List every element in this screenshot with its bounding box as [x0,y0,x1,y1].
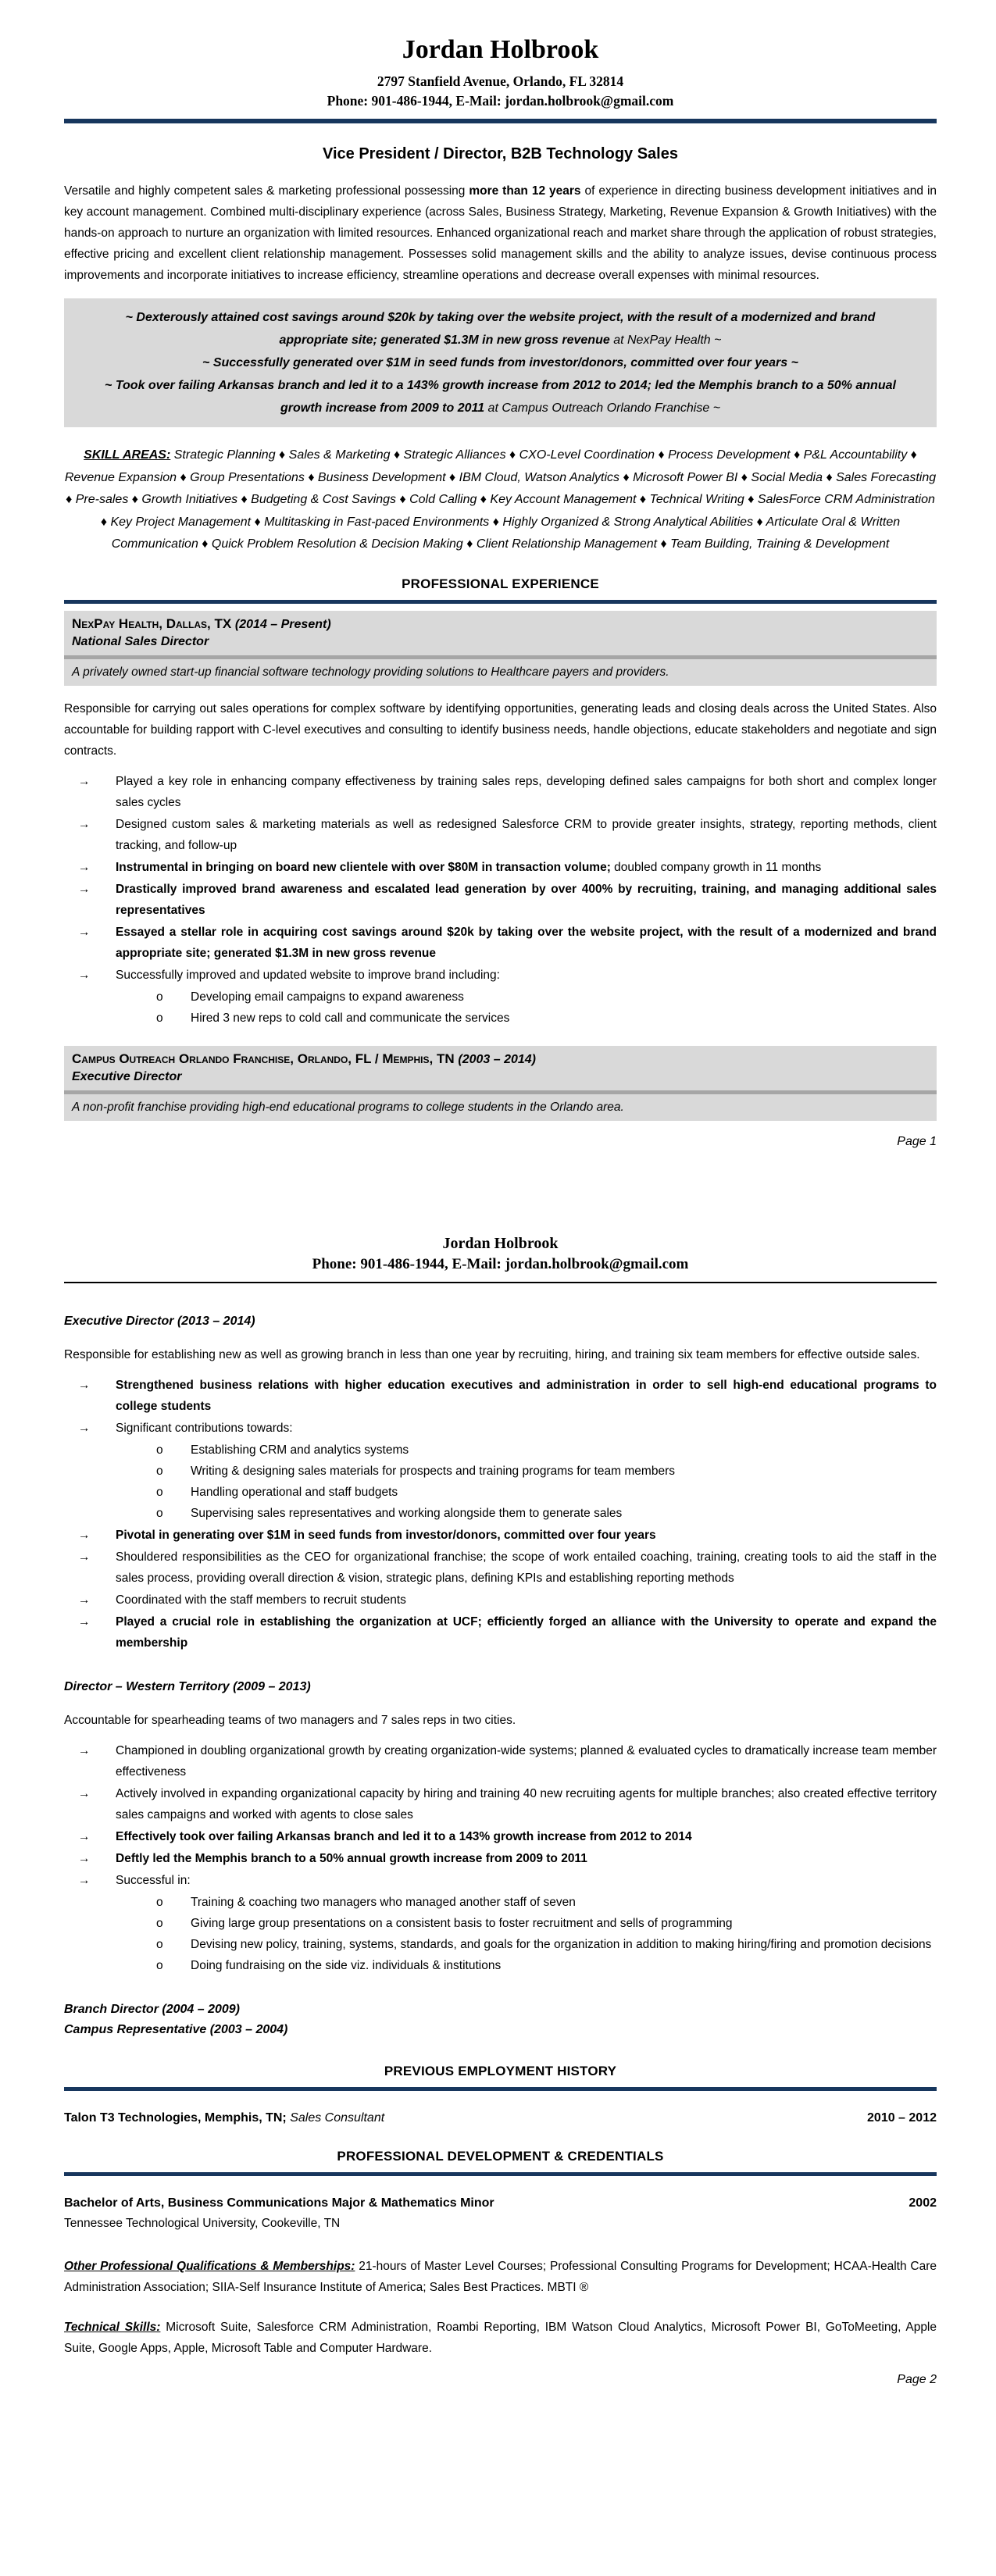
sub-bullet-text: Giving large group presentations on a consistent basis to foster recruitment and sells of programming [191,1916,733,1930]
arrow-bullet-icon: → [78,817,91,831]
arrow-bullet-icon: → [78,860,91,874]
bullet-item [64,879,937,921]
summary-paragraph [64,180,937,286]
contact-line: Phone: 901-486-1944, E-Mail: jordan.holbrook@gmail.com [312,1255,689,1272]
bullet-item [64,922,937,964]
bullet-item [64,1547,937,1589]
section-rule [64,2172,937,2176]
header-rule [64,119,937,123]
company-name: NexPay Health, Dallas, TX [72,615,235,631]
summary-text-post: of experience in directing business development initiatives and in key account management. Combined multi-disciplinary experience (across Sales, Business Strategy, Marketing, Revenue Expansion & Growth Initiatives) with the hands-on approach to nurture an organization with limited resources. Enhanced organizational reach and market share through the application of robust strategies, effective pricing and excellent client relationship management. Possesses solid management skills and the ability to analyze issues, devise continuous process improvements and incorporate initiatives to increase efficiency, streamline operations and decrease overall expenses with minimal resources. [64,184,937,282]
company-header-nexpay [64,611,937,686]
address-line: 2797 Stanfield Avenue, Orlando, FL 32814 [377,73,624,89]
qualifications-paragraph [64,2256,937,2298]
sub-bullet-item [64,1440,937,1461]
section-rule [64,2087,937,2091]
employment-role: Sales Consultant [286,2110,385,2125]
role-title: National Sales Director [72,634,209,648]
school-name: Tennessee Technological University, Cookeville, TN [64,2216,341,2230]
bullet-item [64,1589,937,1611]
circle-bullet-icon: o [156,1895,163,1909]
summary-text-bold: more than 12 years [469,184,581,198]
bullet-item [64,1418,937,1439]
sub-bullet-item [64,1503,937,1524]
technical-skills-label: Technical Skills: [64,2320,161,2334]
candidate-name: Jordan Holbrook [402,35,599,64]
bullet-text: Played a key role in enhancing company effectiveness by training sales reps, developing defined sales campaigns for both short and complex longer sales cycles [116,774,937,809]
technical-skills-text: Microsoft Suite, Salesforce CRM Administration, Roambi Reporting, IBM Watson Cloud Analytics, Microsoft Power BI, GoToMeeting, Apple Suite, Google Apps, Apple, Microsoft Table and Computer Hardware. [64,2320,937,2355]
qualifications-label: Other Professional Qualifications & Memberships: [64,2259,355,2273]
sub-bullet-text: Supervising sales representatives and working alongside them to generate sales [191,1506,623,1520]
section-heading-professional-experience: PROFESSIONAL EXPERIENCE [402,576,599,591]
bullet-item [64,1740,937,1782]
section-heading-previous-employment: PREVIOUS EMPLOYMENT HISTORY [384,2063,617,2078]
highlight-line: ~ Dexterously attained cost savings around $20k by taking over the website project, with the result of a modernized and brand appropriate site; generated $1.3M in new gross revenue at NexPay Health ~ [125,311,876,347]
sub-bullet-text: Devising new policy, training, systems, standards, and goals for the organization in addition to making hiring/firing and promotion decisions [191,1937,932,1951]
sub-bullet-item [64,1482,937,1503]
resume-title: Vice President / Director, B2B Technology Sales [323,145,678,162]
bullet-text: Designed custom sales & marketing materials as well as redesigned Salesforce CRM to provide greater insights, strategy, reporting methods, client tracking, and follow-up [116,817,937,852]
bottom-margin [64,2387,937,2421]
degree-row [64,2193,937,2214]
resume-page-2 [0,1149,996,2421]
bullet-item [64,814,937,856]
role-intro: Responsible for establishing new as well as growing branch in less than one year by recruiting, hiring, and training six team members for effective outside sales. [64,1347,920,1361]
degree-title: Bachelor of Arts, Business Communications Major & Mathematics Minor [64,2196,494,2210]
sub-bullet-text: Doing fundraising on the side viz. individuals & institutions [191,1958,502,1972]
sub-bullet-text: Hired 3 new reps to cold call and communicate the services [191,1011,510,1025]
summary-text-pre: Versatile and highly competent sales & marketing professional possessing [64,184,469,198]
employment-dates: 2010 – 2012 [867,2110,937,2125]
circle-bullet-icon: o [156,1011,163,1025]
sub-bullet-item [64,1008,937,1029]
company-blurb: A privately owned start-up financial software technology providing solutions to Healthcare payers and providers. [72,665,669,679]
highlight-line: ~ Took over failing Arkansas branch and led it to a 143% growth increase from 2012 to 2014; led the Memphis branch to a 50% annual growth increase from 2009 to 2011 at Campus Outreach Orlando Franchise ~ [105,379,896,415]
circle-bullet-icon: o [156,1485,163,1499]
company-header-campus-outreach [64,1046,937,1121]
sub-bullet-item [64,1955,937,1976]
role-heading-director-western: Director – Western Territory (2009 – 2013) [64,1679,311,1693]
arrow-bullet-icon: → [78,1614,91,1629]
sub-bullet-item [64,1892,937,1913]
skill-areas-label: SKILL AREAS: [84,448,171,462]
sub-bullet-text: Developing email campaigns to expand awareness [191,990,464,1004]
role-title: Executive Director [72,1069,182,1083]
arrow-bullet-icon: → [78,1593,91,1607]
section-heading-professional-development: PROFESSIONAL DEVELOPMENT & CREDENTIALS [337,2148,664,2164]
circle-bullet-icon: o [156,1958,163,1972]
circle-bullet-icon: o [156,1506,163,1520]
highlight-line: ~ Successfully generated over $1M in seed funds from investor/donors, committed over four years ~ [202,356,798,369]
sub-bullet-text: Training & coaching two managers who managed another staff of seven [191,1895,576,1909]
arrow-bullet-icon: → [78,1851,91,1865]
role-intro: Responsible for carrying out sales operations for complex software by identifying opportunities, generating leads and closing deals across the United States. Also accountable for building rapport with C-level executives and consulting to identify business needs, handle objections, educate stakeholders and negotiate and sign contracts. [64,701,937,758]
circle-bullet-icon: o [156,1916,163,1930]
page-number: Page 1 [897,1134,937,1148]
bullet-text: Championed in doubling organizational growth by creating organization-wide systems; planned & evaluated cycles to dramatically increase team member effectiveness [116,1743,937,1779]
sub-bullet-text: Writing & designing sales materials for prospects and training programs for team members [191,1464,675,1478]
company-dates: (2014 – Present) [234,617,331,631]
technical-skills-paragraph [64,2317,937,2359]
resume-page-1 [0,0,996,1149]
circle-bullet-icon: o [156,1464,163,1478]
arrow-bullet-icon: → [78,1378,91,1392]
bullet-text: Significant contributions towards: [116,1421,293,1435]
arrow-bullet-icon: → [78,1829,91,1843]
section-rule [64,600,937,604]
page2-header-rule [64,1282,937,1283]
bullet-item [64,965,937,986]
sub-bullet-item [64,1913,937,1934]
qualifications-text: 21-hours of Master Level Courses; Professional Consulting Programs for Development; HCAA-Health Care Administration Association; SIIA-Self Insurance Institute of America; Sales Best Practices. MBTI ® [64,2259,937,2294]
sub-bullet-item [64,987,937,1008]
skill-areas [64,444,937,556]
arrow-bullet-icon: → [78,882,91,896]
bullet-list [64,1740,937,1976]
page-number: Page 2 [897,2372,937,2386]
arrow-bullet-icon: → [78,925,91,939]
sub-bullet-item [64,1461,937,1482]
contact-line: Phone: 901-486-1944, E-Mail: jordan.holbrook@gmail.com [327,93,674,109]
candidate-name: Jordan Holbrook [442,1234,559,1252]
role-heading-campus-representative: Campus Representative (2003 – 2004) [64,2022,288,2036]
highlights-box [64,298,937,427]
bullet-text: Instrumental in bringing on board new clientele with over $80M in transaction volume; doubled company growth in 11 months [116,860,822,874]
bullet-item [64,1783,937,1825]
circle-bullet-icon: o [156,1443,163,1457]
bullet-item [64,1525,937,1546]
bullet-item [64,1870,937,1891]
bullet-text: Played a crucial role in establishing the organization at UCF; efficiently forged an alliance with the University to operate and expand the membership [116,1614,937,1650]
bullet-item [64,771,937,813]
arrow-bullet-icon: → [78,968,91,982]
arrow-bullet-icon: → [78,1786,91,1800]
bullet-text: Actively involved in expanding organizational capacity by hiring and training 40 new recruiting agents for multiple branches; also created effective territory sales campaigns and worked with agents to close sales [116,1786,937,1821]
bullet-text: Deftly led the Memphis branch to a 50% annual growth increase from 2009 to 2011 [116,1851,587,1865]
bullet-item [64,1375,937,1417]
arrow-bullet-icon: → [78,774,91,788]
bullet-list [64,1375,937,1654]
bullet-text: Coordinated with the staff members to recruit students [116,1593,406,1607]
arrow-bullet-icon: → [78,1421,91,1435]
arrow-bullet-icon: → [78,1550,91,1564]
bullet-text: Drastically improved brand awareness and escalated lead generation by over 400% by recruiting, training, and managing additional sales representatives [116,882,937,917]
company-blurb: A non-profit franchise providing high-end educational programs to college students in the Orlando area. [72,1100,624,1114]
sub-bullet-item [64,1934,937,1955]
circle-bullet-icon: o [156,990,163,1004]
bullet-text: Effectively took over failing Arkansas branch and led it to a 143% growth increase from 2012 to 2014 [116,1829,692,1843]
arrow-bullet-icon: → [78,1743,91,1757]
company-dates: (2003 – 2014) [458,1052,536,1066]
bullet-item [64,1826,937,1847]
role-heading-executive-director: Executive Director (2013 – 2014) [64,1314,255,1328]
employment-entry [64,2108,384,2128]
role-intro: Accountable for spearheading teams of two managers and 7 sales reps in two cities. [64,1713,516,1727]
sub-bullet-text: Handling operational and staff budgets [191,1485,398,1499]
degree-year: 2002 [909,2196,937,2210]
employment-row [64,2108,937,2128]
sub-bullet-text: Establishing CRM and analytics systems [191,1443,409,1457]
circle-bullet-icon: o [156,1937,163,1951]
bullet-text: Pivotal in generating over $1M in seed funds from investor/donors, committed over four years [116,1528,656,1542]
bullet-text: Essayed a stellar role in acquiring cost savings around $20k by taking over the website project, with the result of a modernized and brand appropriate site; generated $1.3M in new gross revenue [116,925,937,960]
bullet-list [64,771,937,1029]
bullet-item [64,1848,937,1869]
company-name: Campus Outreach Orlando Franchise, Orlando, FL / Memphis, TN [72,1051,459,1066]
skill-areas-list: Strategic Planning ♦ Sales & Marketing ♦ Strategic Alliances ♦ CXO-Level Coordination ♦ Process Development ♦ P&L Accountability ♦ Revenue Expansion ♦ Group Presentations ♦ Business Development ♦ IBM Cloud, Watson Analytics ♦ Microsoft Power BI ♦ Social Media ♦ Sales Forecasting ♦ Pre-sales ♦ Growth Initiatives ♦ Budgeting & Cost Savings ♦ Cold Calling ♦ Key Account Management ♦ Technical Writing ♦ SalesForce CRM Administration ♦ Key Project Management ♦ Multitasking in Fast-paced Environments ♦ Highly Organized & Strong Analytical Abilities ♦ Articulate Oral & Written Communication ♦ Quick Problem Resolution & Decision Making ♦ Client Relationship Management ♦ Team Building, Training & Development [64,448,937,551]
role-heading-branch-director: Branch Director (2004 – 2009) [64,2002,240,2016]
bullet-text: Successful in: [116,1873,191,1887]
employer-name: Talon T3 Technologies, Memphis, TN; [64,2110,287,2125]
arrow-bullet-icon: → [78,1873,91,1887]
arrow-bullet-icon: → [78,1528,91,1542]
bullet-text: Successfully improved and updated website to improve brand including: [116,968,500,982]
bullet-item [64,1611,937,1654]
bullet-text: Strengthened business relations with higher education executives and administration in order to sell high-end educational programs to college students [116,1378,937,1413]
page1-header [64,0,937,111]
bullet-text: Shouldered responsibilities as the CEO for organizational franchise; the scope of work entailed coaching, training, creating tools to aid the staff in the sales process, providing overall direction & vision, strategic plans, defining KPIs and establishing reporting methods [116,1550,937,1585]
page2-header [64,1149,937,1276]
bullet-item [64,857,937,878]
